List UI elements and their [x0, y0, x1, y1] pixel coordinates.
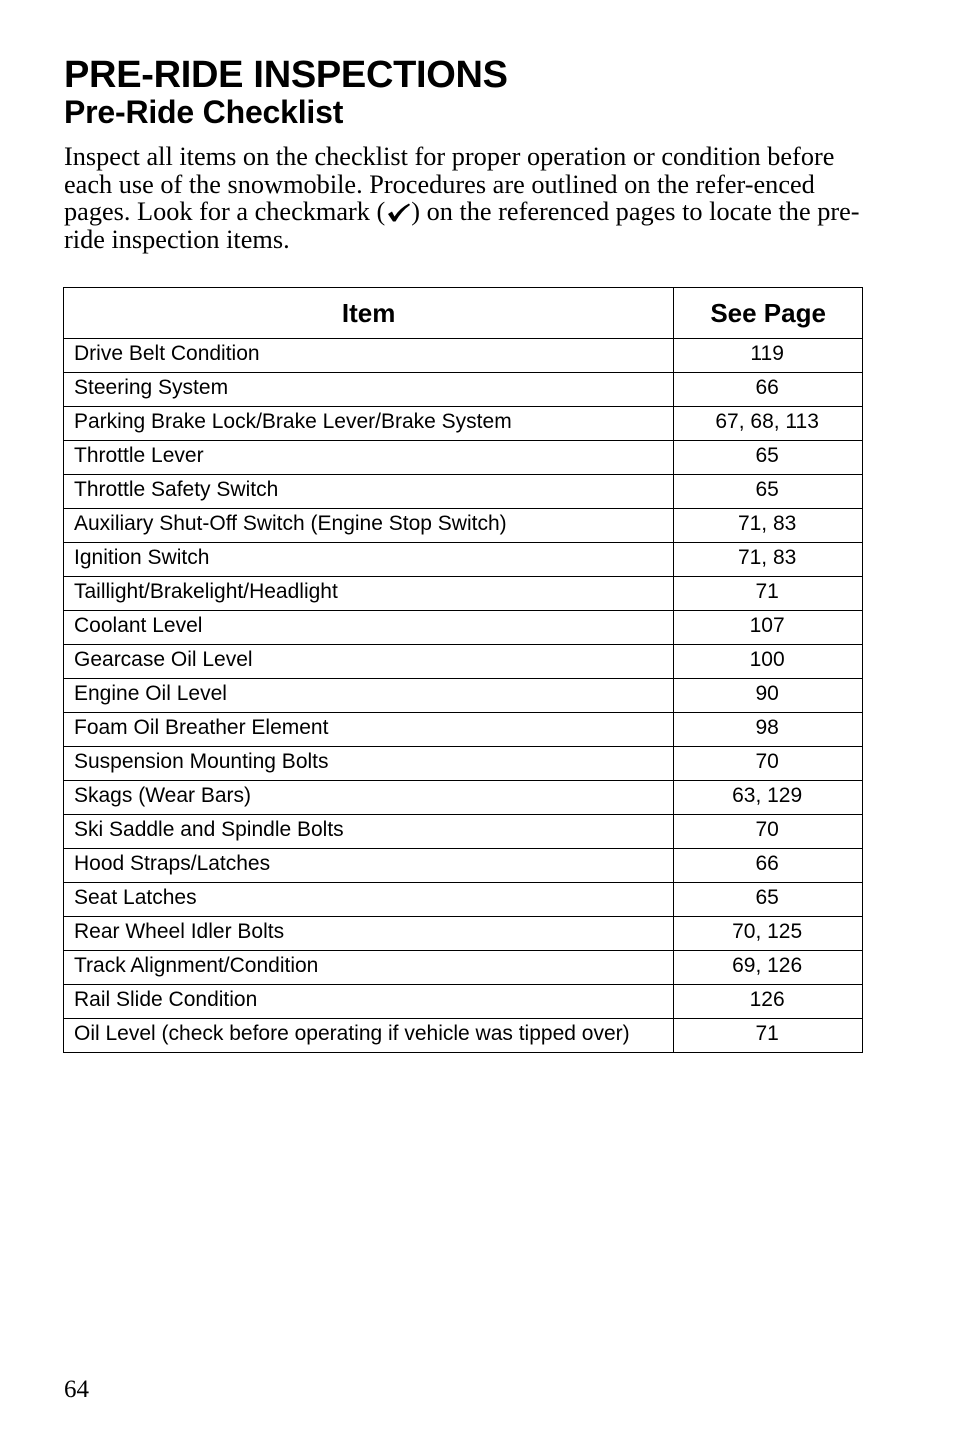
table-row — [64, 713, 863, 747]
page-reference: 71, 83 — [674, 509, 863, 543]
page-title: PRE-RIDE INSPECTIONS — [64, 54, 508, 96]
checklist-item: Foam Oil Breather Element — [64, 713, 674, 747]
table-body — [64, 339, 863, 1053]
checklist-item: Taillight/Brakelight/Headlight — [64, 577, 674, 611]
page-reference: 90 — [674, 679, 863, 713]
checklist-item: Hood Straps/Latches — [64, 849, 674, 883]
page-reference: 65 — [674, 475, 863, 509]
page-reference: 67, 68, 113 — [674, 407, 863, 441]
page-reference: 71 — [674, 1019, 863, 1053]
intro-text-after: ) on the referenced pages to locate the pre-ride inspection items. — [64, 197, 860, 254]
page-reference: 66 — [674, 849, 863, 883]
table-row — [64, 1019, 863, 1053]
checklist-item: Gearcase Oil Level — [64, 645, 674, 679]
checklist-item: Track Alignment/Condition — [64, 951, 674, 985]
page-reference: 70 — [674, 747, 863, 781]
table-row — [64, 373, 863, 407]
checklist-item: Coolant Level — [64, 611, 674, 645]
checkmark-icon — [385, 201, 411, 223]
checklist-item: Skags (Wear Bars) — [64, 781, 674, 815]
table-row — [64, 951, 863, 985]
page-reference: 126 — [674, 985, 863, 1019]
page-reference: 65 — [674, 441, 863, 475]
table-row — [64, 747, 863, 781]
table-row — [64, 917, 863, 951]
checklist-item: Suspension Mounting Bolts — [64, 747, 674, 781]
page-reference: 98 — [674, 713, 863, 747]
page-reference: 100 — [674, 645, 863, 679]
table-row — [64, 985, 863, 1019]
table-row — [64, 577, 863, 611]
pre-ride-checklist-table — [63, 287, 863, 1053]
table-row — [64, 611, 863, 645]
column-header-see-page: See Page — [674, 288, 863, 339]
checklist-item: Oil Level (check before operating if vehicle was tipped over) — [64, 1019, 674, 1053]
intro-text-before: Inspect all items on the checklist for proper operation or condition before each use of the snowmobile. Procedures are outlined on the refer-enced pages. Look for a checkmark ( — [64, 142, 835, 227]
checklist-item: Drive Belt Condition — [64, 339, 674, 373]
table-row — [64, 849, 863, 883]
table-row — [64, 441, 863, 475]
page-reference: 107 — [674, 611, 863, 645]
column-header-item: Item — [64, 288, 674, 339]
intro-paragraph — [64, 143, 874, 253]
table-header-row — [64, 288, 863, 339]
table-row — [64, 475, 863, 509]
checklist-item: Throttle Safety Switch — [64, 475, 674, 509]
table-row — [64, 543, 863, 577]
page-reference: 119 — [674, 339, 863, 373]
page-reference: 70, 125 — [674, 917, 863, 951]
checklist-item: Seat Latches — [64, 883, 674, 917]
page-reference: 70 — [674, 815, 863, 849]
checklist-item: Rear Wheel Idler Bolts — [64, 917, 674, 951]
page-number: 64 — [64, 1376, 89, 1403]
page-reference: 69, 126 — [674, 951, 863, 985]
table-row — [64, 883, 863, 917]
page-reference: 66 — [674, 373, 863, 407]
checklist-item: Steering System — [64, 373, 674, 407]
table-row — [64, 509, 863, 543]
page-reference: 71, 83 — [674, 543, 863, 577]
page-reference: 65 — [674, 883, 863, 917]
page-reference: 63, 129 — [674, 781, 863, 815]
checklist-item: Rail Slide Condition — [64, 985, 674, 1019]
table-row — [64, 781, 863, 815]
checklist-item: Ski Saddle and Spindle Bolts — [64, 815, 674, 849]
checklist-item: Parking Brake Lock/Brake Lever/Brake System — [64, 407, 674, 441]
page-reference: 71 — [674, 577, 863, 611]
checklist-item: Auxiliary Shut-Off Switch (Engine Stop Switch) — [64, 509, 674, 543]
checklist-item: Ignition Switch — [64, 543, 674, 577]
table-row — [64, 679, 863, 713]
table-row — [64, 339, 863, 373]
table-row — [64, 815, 863, 849]
section-title: Pre-Ride Checklist — [64, 94, 344, 130]
table-row — [64, 407, 863, 441]
table-row — [64, 645, 863, 679]
checklist-item: Engine Oil Level — [64, 679, 674, 713]
checklist-item: Throttle Lever — [64, 441, 674, 475]
